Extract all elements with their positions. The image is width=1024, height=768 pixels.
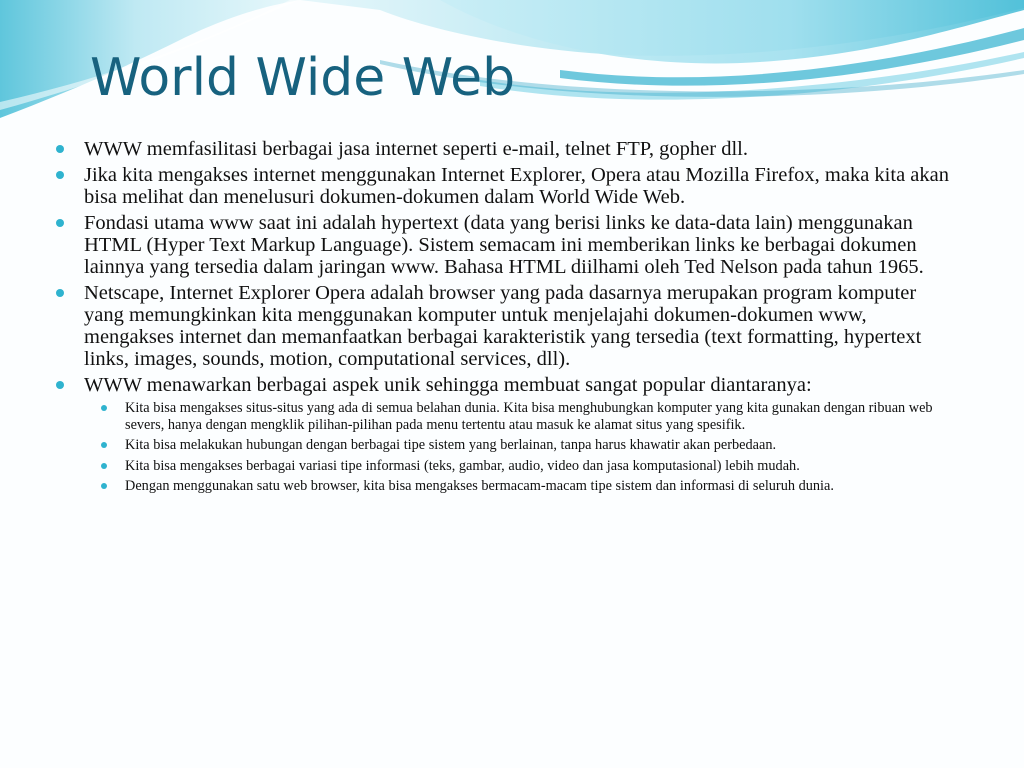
bullet-text: Fondasi utama www saat ini adalah hypertext (data yang berisi links ke data-data lain) menggunakan HTML (Hyper Text Markup Language). Sistem semacam ini memberikan links ke berbagai dokumen lainnya yang tersedia dalam jaringan www. Bahasa HTML diilhami oleh Ted Nelson pada tahun 1965. [84,212,924,278]
bullet-text: WWW menawarkan berbagai aspek unik sehingga membuat sangat popular diantaranya: [84,374,812,396]
bullet-item [56,164,961,208]
sub-bullet-list [100,400,961,495]
sub-bullet-text: Kita bisa mengakses berbagai variasi tipe informasi (teks, gambar, audio, video dan jasa komputasional) lebih mudah. [125,457,800,474]
sub-bullet-icon [101,442,107,448]
sub-bullet-item [100,437,961,454]
bullet-text: Jika kita mengakses internet menggunakan Internet Explorer, Opera atau Mozilla Firefox, maka kita akan bisa melihat dan menelusuri dokumen-dokumen dalam World Wide Web. [84,164,949,208]
bullet-item [56,282,961,370]
sub-bullet-icon [101,405,107,411]
sub-bullet-text: Dengan menggunakan satu web browser, kita bisa mengakses bermacam-macam tipe sistem dan informasi di seluruh dunia. [125,478,834,494]
bullet-icon [56,171,64,179]
sub-bullet-item [100,478,961,495]
bullet-item [56,138,961,160]
bullet-item [56,212,961,278]
bullet-icon [56,219,64,227]
bullet-item [56,374,961,495]
bullet-text: WWW memfasilitasi berbagai jasa internet seperti e-mail, telnet FTP, gopher dll. [84,138,748,160]
sub-bullet-item [100,400,961,433]
bullet-list [56,138,961,495]
bullet-icon [56,145,64,153]
sub-bullet-item [100,458,961,475]
bullet-icon [56,289,64,297]
slide-content [56,138,961,499]
sub-bullet-text: Kita bisa mengakses situs-situs yang ada di semua belahan dunia. Kita bisa menghubungkan komputer yang kita gunakan dengan ribuan web severs, hanya dengan mengklik pilihan-pilihan pada menu tertentu atau masuk ke alamat situs yang spesifik. [125,400,933,433]
bullet-icon [56,381,64,389]
sub-bullet-text: Kita bisa melakukan hubungan dengan berbagai tipe sistem yang berlainan, tanpa harus khawatir akan perbedaan. [125,437,777,453]
bullet-text: Netscape, Internet Explorer Opera adalah browser yang pada dasarnya merupakan program komputer yang memungkinkan kita menggunakan komputer untuk menjelajahi dokumen-dokumen www, mengakses internet dan memanfaatkan berbagai karakteristik yang tersedia (text formatting, hypertext links, images, sounds, motion, computational services, dll). [84,282,922,370]
sub-bullet-icon [101,483,107,489]
slide-title: World Wide Web [90,48,516,108]
sub-bullet-icon [101,463,107,469]
